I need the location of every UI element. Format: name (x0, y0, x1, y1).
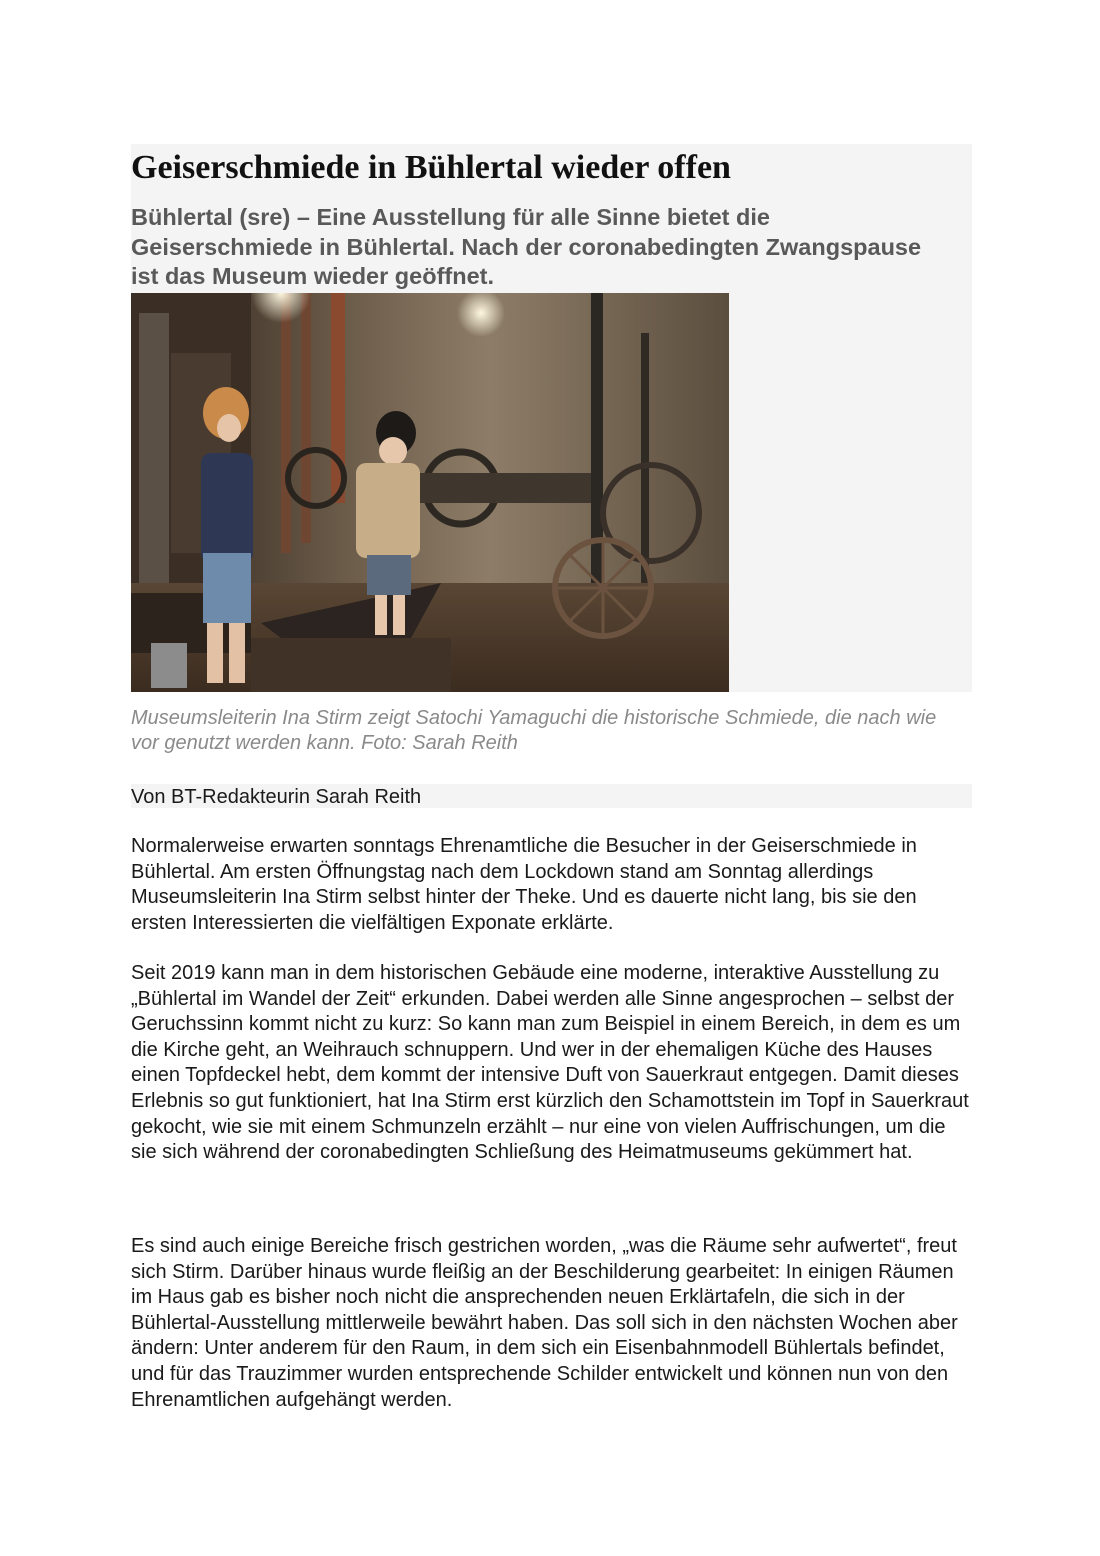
photo-caption: Museumsleiterin Ina Stirm zeigt Satochi Yamaguchi die historische Schmiede, die nach wie vor genutzt werden kann. Foto: Sarah Reith (131, 707, 937, 754)
body-paragraph: Normalerweise erwarten sonntags Ehrenamtliche die Besucher in der Geiserschmiede in Bühlertal. Am ersten Öffnungstag nach dem Lockdown stand am Sonntag allerdings Museumsleiterin Ina Stirm selbst hinter der Theke. Und es dauerte nicht lang, bis sie den ersten Interessierten die vielfältigen Exponate erklärte. (131, 835, 917, 934)
body-paragraph: Es sind auch einige Bereiche frisch gestrichen worden, „was die Räume sehr aufwertet“, freut sich Stirm. Darüber hinaus wurde fleißig an der Beschilderung gearbeitet: In einigen Räumen im Haus gab es bisher noch nicht die ansprechenden neuen Erklärtafeln, die sich in der Bühlertal-Ausstellung mittlerweile bewährt haben. Das soll sich in den nächsten Wochen aber ändern: Unter anderem für den Raum, in dem sich ein Eisenbahnmodell Bühlertals befindet, und für das Trauzimmer wurden entsprechende Schilder entwickelt und können nun von den Ehrenamtlichen aufgehängt werden. (131, 1235, 958, 1411)
article-photo (131, 293, 729, 692)
article-lead: Bühlertal (sre) – Eine Ausstellung für alle Sinne bietet die Geiserschmiede in Bühlertal. Nach der coronabedingten Zwangspause ist das Museum wieder geöffnet. (131, 204, 922, 289)
body-paragraph: Seit 2019 kann man in dem historischen Gebäude eine moderne, interaktive Ausstellung zu „Bühlertal im Wandel der Zeit“ erkunden. Dabei werden alle Sinne angesprochen – selbst der Geruchssinn kommt nicht zu kurz: So kann man zum Beispiel in einem Bereich, in dem es um die Kirche geht, an Weihrauch schnuppern. Und wer in der ehemaligen Küche des Hauses einen Topfdeckel hebt, dem kommt der intensive Duft von Sauerkraut entgegen. Damit dieses Erlebnis so gut funktioniert, hat Ina Stirm erst kürzlich den Schamottstein im Topf in Sauerkraut gekocht, wie sie mit einem Schmunzeln erzählt – nur eine von vielen Auffrischungen, um die sie sich während der coronabedingten Schließung des Heimatmuseums gekümmert hat. (131, 962, 969, 1164)
article-byline: Von BT-Redakteurin Sarah Reith (131, 786, 422, 808)
blacksmith-workshop-photo (131, 293, 729, 692)
article-headline: Geiserschmiede in Bühlertal wieder offen (131, 149, 731, 186)
